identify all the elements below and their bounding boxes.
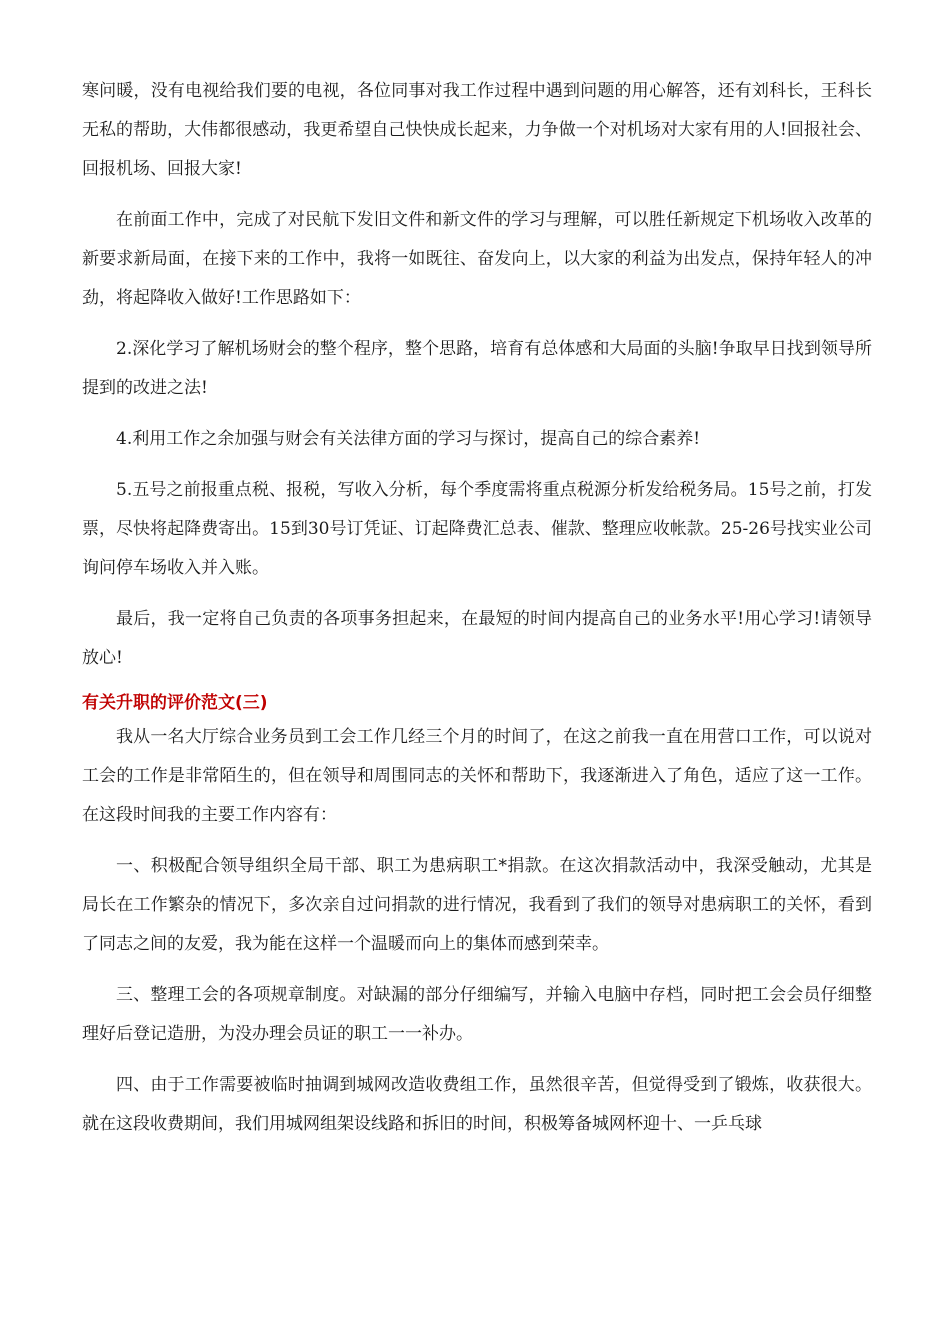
paragraph-point-1: 一、积极配合领导组织全局干部、职工为患病职工*捐款。在这次捐款活动中，我深受触动，尤其是局长在工作繁杂的情况下，多次亲自过问捐款的进行情况，我看到了我们的领导对患病职工的关怀，看到了同志之间的友爱，我为能在这样一个温暖而向上的集体而感到荣幸。 bbox=[82, 856, 872, 954]
paragraph-continuation: 寒问暖，没有电视给我们要的电视，各位同事对我工作过程中遇到问题的用心解答，还有刘科长，王科长无私的帮助，大伟都很感动，我更希望自己快快成长起来，力争做一个对机场对大家有用的人!回报社会、回报机场、回报大家! bbox=[82, 81, 872, 179]
paragraph-closing: 最后，我一定将自己负责的各项事务担起来，在最短的时间内提高自己的业务水平!用心学习!请领导放心! bbox=[82, 609, 872, 668]
document-page bbox=[82, 72, 872, 1144]
paragraph-item-4: 4.利用工作之余加强与财会有关法律方面的学习与探讨，提高自己的综合素养! bbox=[116, 429, 701, 449]
paragraph-item-2: 2.深化学习了解机场财会的整个程序，整个思路，培育有总体感和大局面的头脑!争取早日找到领导所提到的改进之法! bbox=[82, 339, 872, 398]
section-heading: 有关升职的评价范文(三) bbox=[82, 693, 268, 713]
paragraph-point-4: 四、由于工作需要被临时抽调到城网改造收费组工作，虽然很辛苦，但觉得受到了锻炼，收获很大。就在这段收费期间，我们用城网组架设线路和拆旧的时间，积极筹备城网杯迎十、一乒乓球 bbox=[82, 1075, 872, 1134]
paragraph-work-summary: 在前面工作中，完成了对民航下发旧文件和新文件的学习与理解，可以胜任新规定下机场收入改革的新要求新局面，在接下来的工作中，我将一如既往、奋发向上，以大家的利益为出发点，保持年轻人的冲劲，将起降收入做好!工作思路如下： bbox=[82, 210, 872, 308]
paragraph-point-3: 三、整理工会的各项规章制度。对缺漏的部分仔细编写，并输入电脑中存档，同时把工会会员仔细整理好后登记造册，为没办理会员证的职工一一补办。 bbox=[82, 985, 872, 1044]
paragraph-item-5: 5.五号之前报重点税、报税，写收入分析，每个季度需将重点税源分析发给税务局。15号之前，打发票，尽快将起降费寄出。15到30号订凭证、订起降费汇总表、催款、整理应收帐款。25-26号找实业公司询问停车场收入并入账。 bbox=[82, 480, 872, 578]
paragraph-intro: 我从一名大厅综合业务员到工会工作几经三个月的时间了，在这之前我一直在用营口工作，可以说对工会的工作是非常陌生的，但在领导和周围同志的关怀和帮助下，我逐渐进入了角色，适应了这一工作。在这段时间我的主要工作内容有： bbox=[82, 727, 872, 825]
